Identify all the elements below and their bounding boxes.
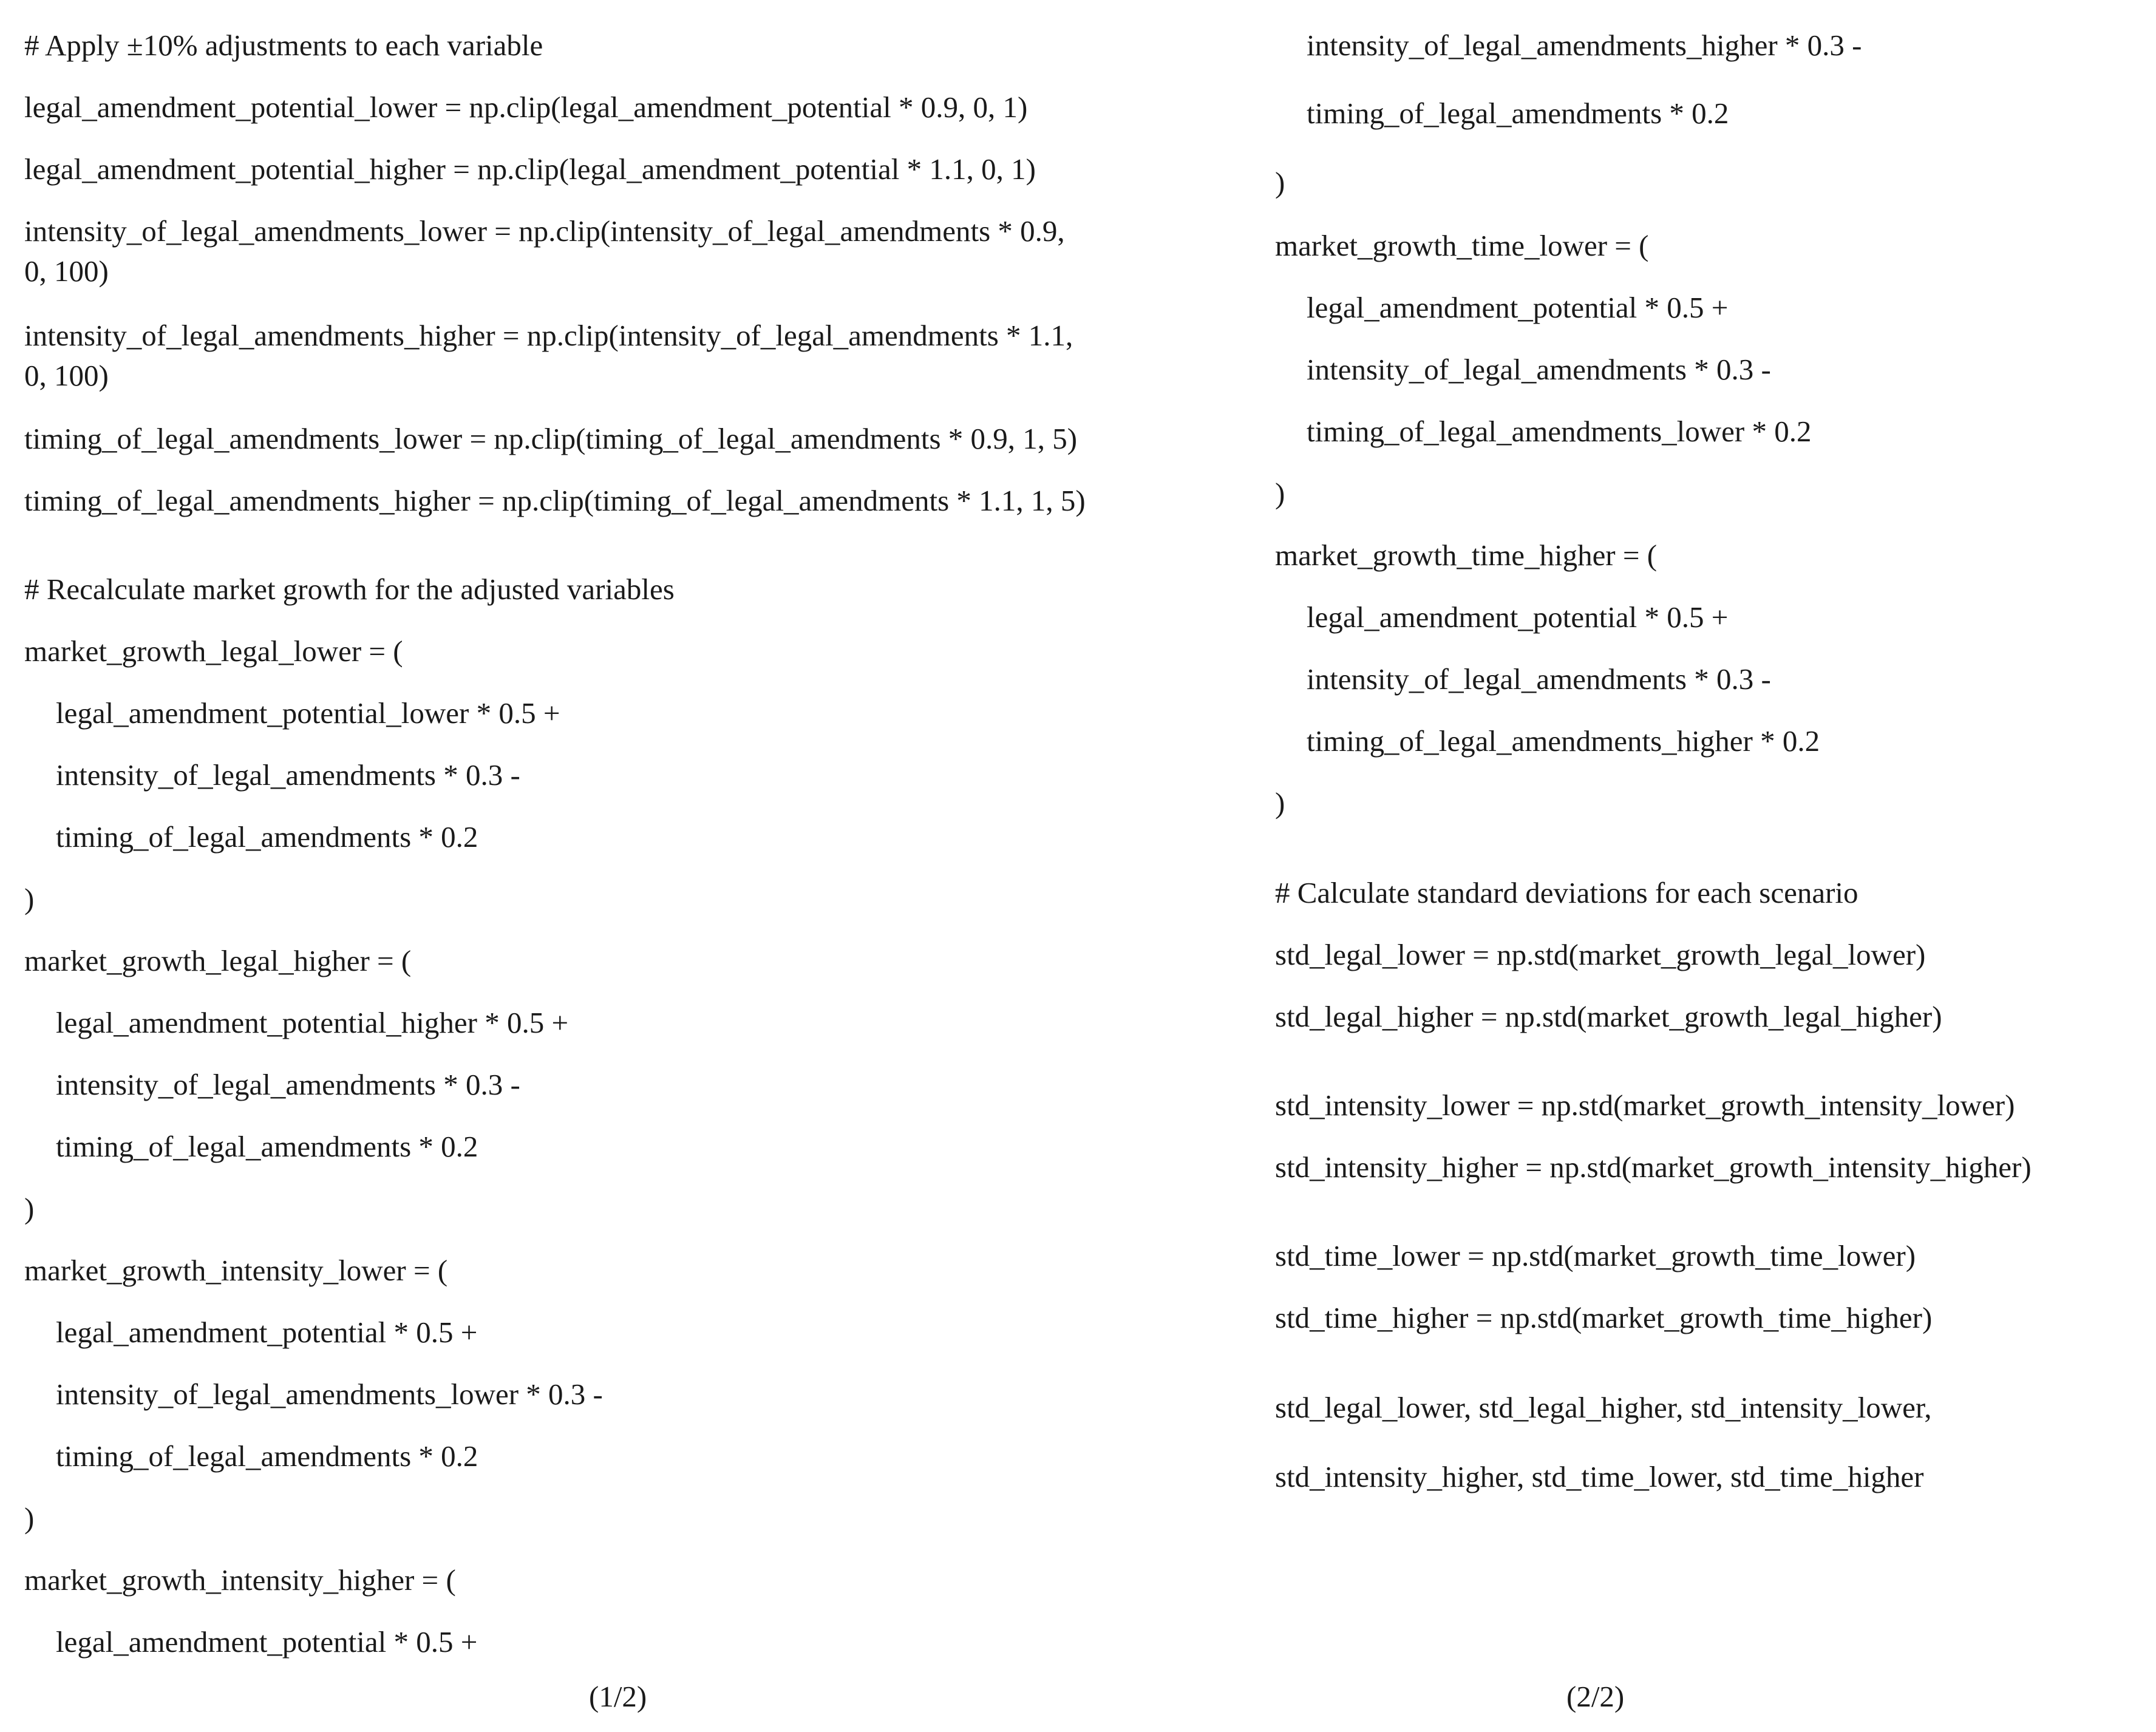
code-line: legal_amendment_potential_lower = np.clip(legal_amendment_potential * 0.9, 0, 1) bbox=[24, 90, 1028, 124]
code-line: timing_of_legal_amendments * 0.2 bbox=[56, 820, 478, 854]
code-line: legal_amendment_potential * 0.5 + bbox=[1307, 291, 1729, 324]
code-line: std_time_higher = np.std(market_growth_time_higher) bbox=[1275, 1301, 1933, 1334]
code-line: legal_amendment_potential_lower * 0.5 + bbox=[56, 696, 560, 730]
code-line: intensity_of_legal_amendments * 0.3 - bbox=[56, 758, 520, 792]
code-line: intensity_of_legal_amendments * 0.3 - bbox=[56, 1068, 520, 1101]
code-line: market_growth_intensity_lower = ( bbox=[24, 1254, 448, 1287]
code-line: legal_amendment_potential * 0.5 + bbox=[56, 1316, 478, 1349]
code-line: timing_of_legal_amendments_higher * 0.2 bbox=[1307, 724, 1820, 758]
code-line: intensity_of_legal_amendments * 0.3 - bbox=[1307, 353, 1771, 386]
code-line: ) bbox=[1275, 166, 1285, 199]
page-number-left: (1/2) bbox=[589, 1680, 647, 1713]
code-comment: # Apply ±10% adjustments to each variable bbox=[24, 29, 543, 62]
code-line: std_legal_higher = np.std(market_growth_legal_higher) bbox=[1275, 1000, 1942, 1033]
code-line: timing_of_legal_amendments * 0.2 bbox=[56, 1439, 478, 1473]
code-line: timing_of_legal_amendments_lower * 0.2 bbox=[1307, 415, 1812, 448]
code-line: timing_of_legal_amendments * 0.2 bbox=[1307, 97, 1729, 130]
code-line: legal_amendment_potential_higher = np.clip(legal_amendment_potential * 1.1, 0, 1) bbox=[24, 152, 1036, 186]
code-line: intensity_of_legal_amendments_lower * 0.3 - bbox=[56, 1377, 603, 1411]
code-line: std_intensity_lower = np.std(market_growth_intensity_lower) bbox=[1275, 1088, 2015, 1122]
code-line: timing_of_legal_amendments_lower = np.clip(timing_of_legal_amendments * 0.9, 1, 5) bbox=[24, 422, 1078, 455]
code-line: market_growth_time_lower = ( bbox=[1275, 229, 1649, 262]
code-line: std_legal_lower = np.std(market_growth_legal_lower) bbox=[1275, 938, 1926, 971]
code-line: ) bbox=[1275, 786, 1285, 820]
code-line: std_intensity_higher, std_time_lower, std_time_higher bbox=[1275, 1460, 1924, 1493]
code-line: market_growth_time_higher = ( bbox=[1275, 538, 1658, 572]
code-line: timing_of_legal_amendments_higher = np.clip(timing_of_legal_amendments * 1.1, 1, 5) bbox=[24, 484, 1086, 517]
code-line: std_legal_lower, std_legal_higher, std_intensity_lower, bbox=[1275, 1391, 1932, 1424]
code-line-continuation: 0, 100) bbox=[24, 254, 109, 288]
code-line: std_time_lower = np.std(market_growth_time_lower) bbox=[1275, 1239, 1916, 1272]
code-line: timing_of_legal_amendments * 0.2 bbox=[56, 1130, 478, 1163]
code-line-continuation: 0, 100) bbox=[24, 359, 109, 392]
code-line: intensity_of_legal_amendments_lower = np.clip(intensity_of_legal_amendments * 0.9, bbox=[24, 214, 1065, 248]
code-comment: # Calculate standard deviations for each scenario bbox=[1275, 876, 1858, 909]
code-line: legal_amendment_potential * 0.5 + bbox=[56, 1625, 478, 1659]
code-line: legal_amendment_potential * 0.5 + bbox=[1307, 600, 1729, 634]
code-comment: # Recalculate market growth for the adjusted variables bbox=[24, 572, 675, 606]
page-number-right: (2/2) bbox=[1566, 1680, 1625, 1713]
code-line: market_growth_intensity_higher = ( bbox=[24, 1563, 456, 1597]
code-line: intensity_of_legal_amendments_higher * 0.3 - bbox=[1307, 29, 1862, 62]
code-line: market_growth_legal_higher = ( bbox=[24, 944, 412, 977]
code-line: std_intensity_higher = np.std(market_growth_intensity_higher) bbox=[1275, 1150, 2032, 1184]
code-line: intensity_of_legal_amendments_higher = np.clip(intensity_of_legal_amendments * 1.1, bbox=[24, 319, 1073, 352]
code-line: ) bbox=[24, 1192, 35, 1225]
code-line: market_growth_legal_lower = ( bbox=[24, 634, 403, 668]
code-line: intensity_of_legal_amendments * 0.3 - bbox=[1307, 662, 1771, 696]
code-line: ) bbox=[24, 882, 35, 915]
code-line: ) bbox=[1275, 477, 1285, 510]
code-line: ) bbox=[24, 1501, 35, 1535]
code-line: legal_amendment_potential_higher * 0.5 + bbox=[56, 1006, 569, 1039]
